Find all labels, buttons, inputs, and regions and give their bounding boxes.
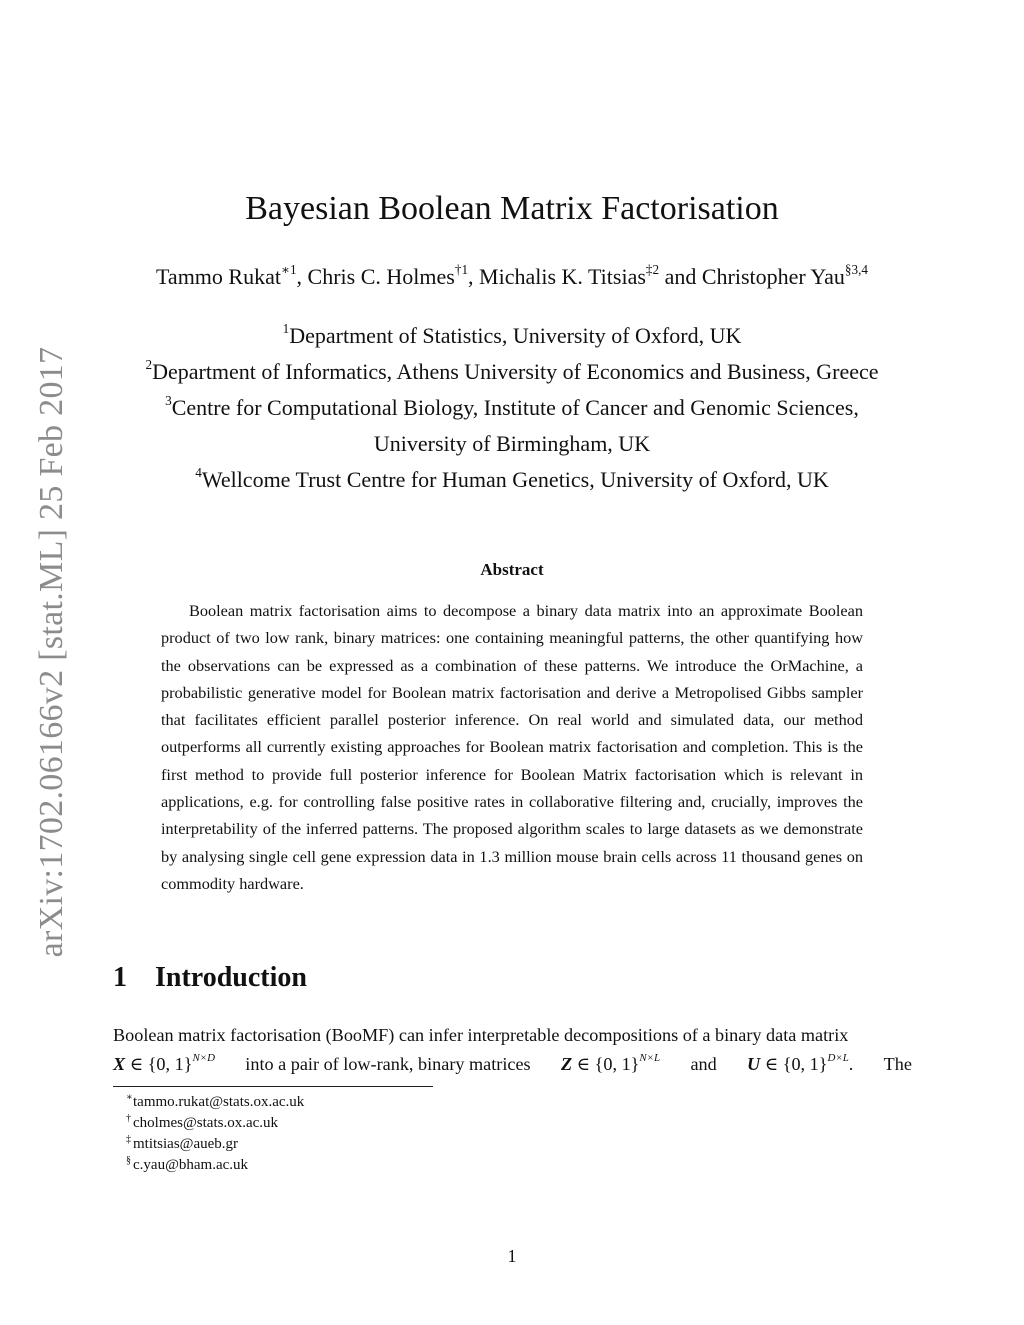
footnote-email: mtitsias@aueb.gr bbox=[133, 1136, 239, 1152]
footnote-marker: ∗ bbox=[126, 1092, 133, 1103]
footnote-marker: § bbox=[126, 1155, 131, 1166]
author-separator: , bbox=[296, 264, 308, 289]
author-name: Christopher Yau bbox=[701, 264, 845, 289]
math-expression bbox=[113, 1050, 215, 1079]
math-exponent: N×D bbox=[192, 1052, 215, 1065]
affiliation-marker: 4 bbox=[195, 464, 202, 480]
affiliation-text: Centre for Computational Biology, Institute of Cancer and Genomic Sciences, bbox=[171, 395, 859, 420]
affiliation-text: University of Birmingham, UK bbox=[373, 431, 651, 456]
footnote-list bbox=[126, 1092, 305, 1176]
intro-text-fragment: into a pair of low-rank, binary matrices bbox=[245, 1054, 531, 1074]
footnote bbox=[126, 1113, 304, 1134]
section-title: Introduction bbox=[155, 962, 307, 993]
matrix-symbol: U bbox=[747, 1054, 761, 1074]
footnote bbox=[126, 1155, 304, 1176]
author-marker: ‡2 bbox=[645, 261, 660, 277]
author-marker: ∗1 bbox=[280, 261, 297, 277]
matrix-symbol: X bbox=[113, 1054, 126, 1074]
affiliation-list bbox=[0, 318, 1024, 498]
abstract-body: Boolean matrix factorisation aims to decompose a binary data matrix into an approximate Boolean product of two low rank, binary matrices: one containing meaningful patterns, the other quantifying how the observations can be expressed as a combination of these patterns. We introduce the OrMachine, a probabilistic generative model for Boolean matrix factorisation and derive a Metropolised Gibbs sampler that facilitates efficient parallel posterior inference. On real world and simulated data, our method outperforms all currently existing approaches for Boolean matrix factorisation and completion. This is the first method to provide full posterior inference for Boolean Matrix factorisation which is relevant in applications, e.g. for controlling false positive rates in collaborative filtering and, crucially, improves the interpretability of the inferred patterns. The proposed algorithm scales to large datasets as we demonstrate by analysing single cell gene expression data in 1.3 million mouse brain cells across 11 thousand genes on commodity hardware. bbox=[161, 601, 863, 893]
intro-line bbox=[113, 1050, 912, 1079]
affiliation-text: Wellcome Trust Centre for Human Genetics, University of Oxford, UK bbox=[201, 467, 829, 492]
math-operator: ∈ bbox=[764, 1054, 779, 1074]
affiliation-text: Department of Informatics, Athens University of Economics and Business, Greece bbox=[152, 359, 879, 384]
section-number: 1 bbox=[113, 962, 127, 993]
arxiv-identifier: arXiv:1702.06166v2 [stat.ML] 25 Feb 2017 bbox=[33, 346, 70, 958]
affiliation bbox=[0, 462, 1024, 498]
author-marker: †1 bbox=[454, 261, 469, 277]
page-number: 1 bbox=[507, 1246, 517, 1266]
author-name: Michalis K. Titsias bbox=[479, 264, 646, 289]
intro-line: Boolean matrix factorisation (BooMF) can infer interpretable decompositions of a binary data matrix bbox=[113, 1025, 849, 1045]
footnote-email: cholmes@stats.ox.ac.uk bbox=[133, 1115, 279, 1131]
footnote-divider bbox=[113, 1086, 433, 1087]
intro-paragraph bbox=[113, 1021, 912, 1079]
affiliation-marker: 2 bbox=[145, 356, 153, 372]
math-expression bbox=[561, 1050, 660, 1079]
footnote-marker: † bbox=[126, 1113, 131, 1124]
math-set: {0, 1} bbox=[594, 1054, 640, 1074]
math-exponent: N×L bbox=[639, 1052, 661, 1065]
math-set: {0, 1} bbox=[147, 1054, 193, 1074]
author-separator: and bbox=[659, 264, 702, 289]
author-name: Tammo Rukat bbox=[156, 264, 281, 289]
math-expression: U ∈ {0, 1}$^{D\times L}$. bbox=[747, 1052, 854, 1074]
footnote-marker: ‡ bbox=[126, 1134, 131, 1145]
footnote bbox=[126, 1092, 305, 1113]
math-operator: ∈ bbox=[129, 1054, 144, 1074]
author-list bbox=[0, 261, 1024, 290]
author-name: Chris C. Holmes bbox=[307, 264, 455, 289]
intro-text-fragment: The bbox=[883, 1054, 912, 1074]
affiliation bbox=[0, 354, 1024, 390]
matrix-symbol: Z bbox=[560, 1054, 573, 1074]
paper-title: Bayesian Boolean Matrix Factorisation bbox=[245, 190, 779, 227]
abstract-heading: Abstract bbox=[480, 560, 544, 579]
math-set: {0, 1} bbox=[782, 1054, 828, 1074]
affiliation-marker: 1 bbox=[282, 320, 290, 336]
math-exponent: D×L bbox=[827, 1052, 849, 1065]
affiliation-text: Department of Statistics, University of Oxford, UK bbox=[289, 323, 742, 348]
author-separator: , bbox=[468, 264, 480, 289]
author-marker: §3,4 bbox=[844, 261, 868, 277]
footnote-email: tammo.rukat@stats.ox.ac.uk bbox=[133, 1094, 305, 1110]
affiliation bbox=[0, 318, 1024, 354]
affiliation bbox=[0, 426, 1024, 462]
footnote-email: c.yau@bham.ac.uk bbox=[133, 1157, 249, 1173]
affiliation bbox=[0, 390, 1024, 426]
intro-text-fragment: and bbox=[690, 1054, 717, 1074]
section-heading bbox=[113, 962, 307, 994]
footnote bbox=[126, 1134, 304, 1155]
affiliation-marker: 3 bbox=[165, 392, 172, 408]
math-operator: ∈ bbox=[576, 1054, 591, 1074]
